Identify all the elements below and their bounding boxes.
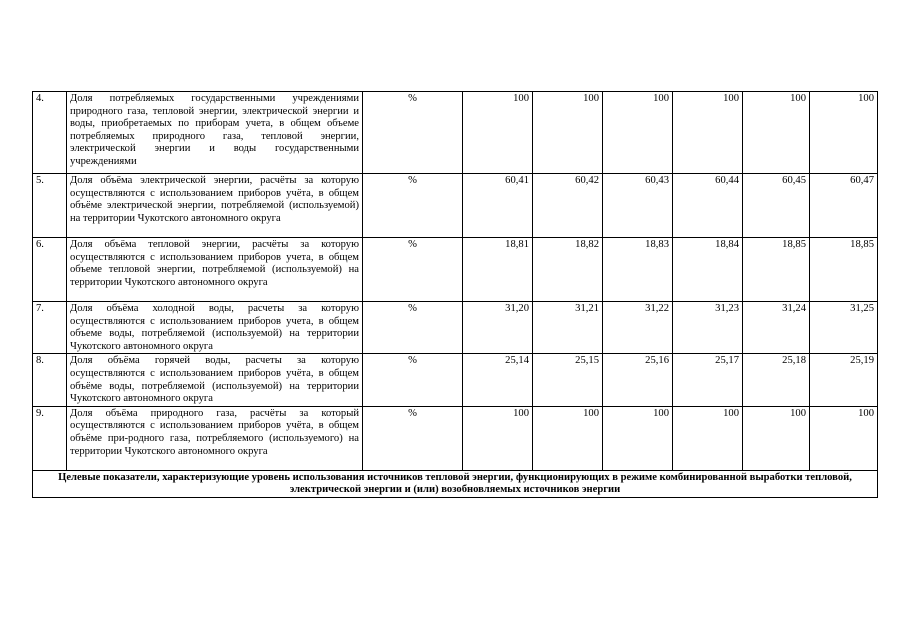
table-row [33,302,878,354]
row-number: 5. [33,174,67,238]
table-row [33,92,878,174]
table-row [33,354,878,406]
value-cell: 100 [603,92,673,174]
value-cell: 18,82 [533,238,603,302]
value-cell: 18,85 [743,238,810,302]
row-number: 7. [33,302,67,354]
value-cell: 18,85 [810,238,878,302]
value-cell: 100 [743,92,810,174]
unit-cell: % [363,354,463,406]
section-title: Целевые показатели, характеризующие уровень использования источников тепловой энергии, функционирующих в режиме комбинированной выработки тепловой, электрической энергии и (или) возобновляемых источников энергии [33,470,878,497]
value-cell: 100 [673,406,743,470]
value-cell: 60,41 [463,174,533,238]
unit-cell: % [363,92,463,174]
indicator-description: Доля объёма холодной воды, расчеты за которую осуществляются с использованием приборов учета, в общем объеме воды, потребляемой (используемой) на территории Чукотского автономного округа [67,302,363,354]
value-cell: 31,20 [463,302,533,354]
value-cell: 100 [673,92,743,174]
value-cell: 25,19 [810,354,878,406]
value-cell: 100 [533,92,603,174]
unit-cell: % [363,174,463,238]
unit-cell: % [363,302,463,354]
value-cell: 100 [463,92,533,174]
unit-cell: % [363,406,463,470]
indicator-description: Доля объёма электрической энергии, расчёты за которую осуществляются с использованием приборов учёта, в общем объёме электрической энергии, потребляемой (используемой) на территории Чукотского автономного округа [67,174,363,238]
value-cell: 100 [743,406,810,470]
table-row [33,406,878,470]
value-cell: 100 [603,406,673,470]
value-cell: 60,44 [673,174,743,238]
indicator-description: Доля потребляемых государственными учреждениями природного газа, тепловой энергии, электрической энергии и воды, приобретаемых по приборам учета, в общем объеме потребляемых природного газа, тепловой энергии, электрической энергии и воды государственными учреждениями [67,92,363,174]
value-cell: 60,42 [533,174,603,238]
indicator-description: Доля объёма тепловой энергии, расчёты за которую осуществляются с использованием приборов учета, в общем объеме тепловой энергии, потребляемой (используемой) на территории Чукотского автономного округа [67,238,363,302]
value-cell: 31,25 [810,302,878,354]
value-cell: 25,16 [603,354,673,406]
indicators-table [32,91,878,498]
value-cell: 100 [533,406,603,470]
unit-cell: % [363,238,463,302]
value-cell: 100 [463,406,533,470]
value-cell: 100 [810,406,878,470]
row-number: 4. [33,92,67,174]
row-number: 6. [33,238,67,302]
value-cell: 25,15 [533,354,603,406]
value-cell: 31,21 [533,302,603,354]
indicator-description: Доля объёма природного газа, расчёты за который осуществляются с использованием приборов учёта, в общем объёме при-родного газа, потребляемого (используемого) на территории Чукотского автономного округа [67,406,363,470]
value-cell: 60,43 [603,174,673,238]
value-cell: 18,81 [463,238,533,302]
value-cell: 25,17 [673,354,743,406]
section-header-row [33,470,878,497]
table-row [33,174,878,238]
value-cell: 100 [810,92,878,174]
value-cell: 60,47 [810,174,878,238]
value-cell: 31,24 [743,302,810,354]
table-row [33,238,878,302]
value-cell: 25,18 [743,354,810,406]
value-cell: 25,14 [463,354,533,406]
value-cell: 18,83 [603,238,673,302]
value-cell: 31,23 [673,302,743,354]
row-number: 9. [33,406,67,470]
row-number: 8. [33,354,67,406]
indicator-description: Доля объёма горячей воды, расчеты за которую осуществляются с использованием приборов учёта, в общем объёме воды, потребляемой (используемой) на территории Чукотского автономного округа [67,354,363,406]
value-cell: 60,45 [743,174,810,238]
value-cell: 31,22 [603,302,673,354]
value-cell: 18,84 [673,238,743,302]
